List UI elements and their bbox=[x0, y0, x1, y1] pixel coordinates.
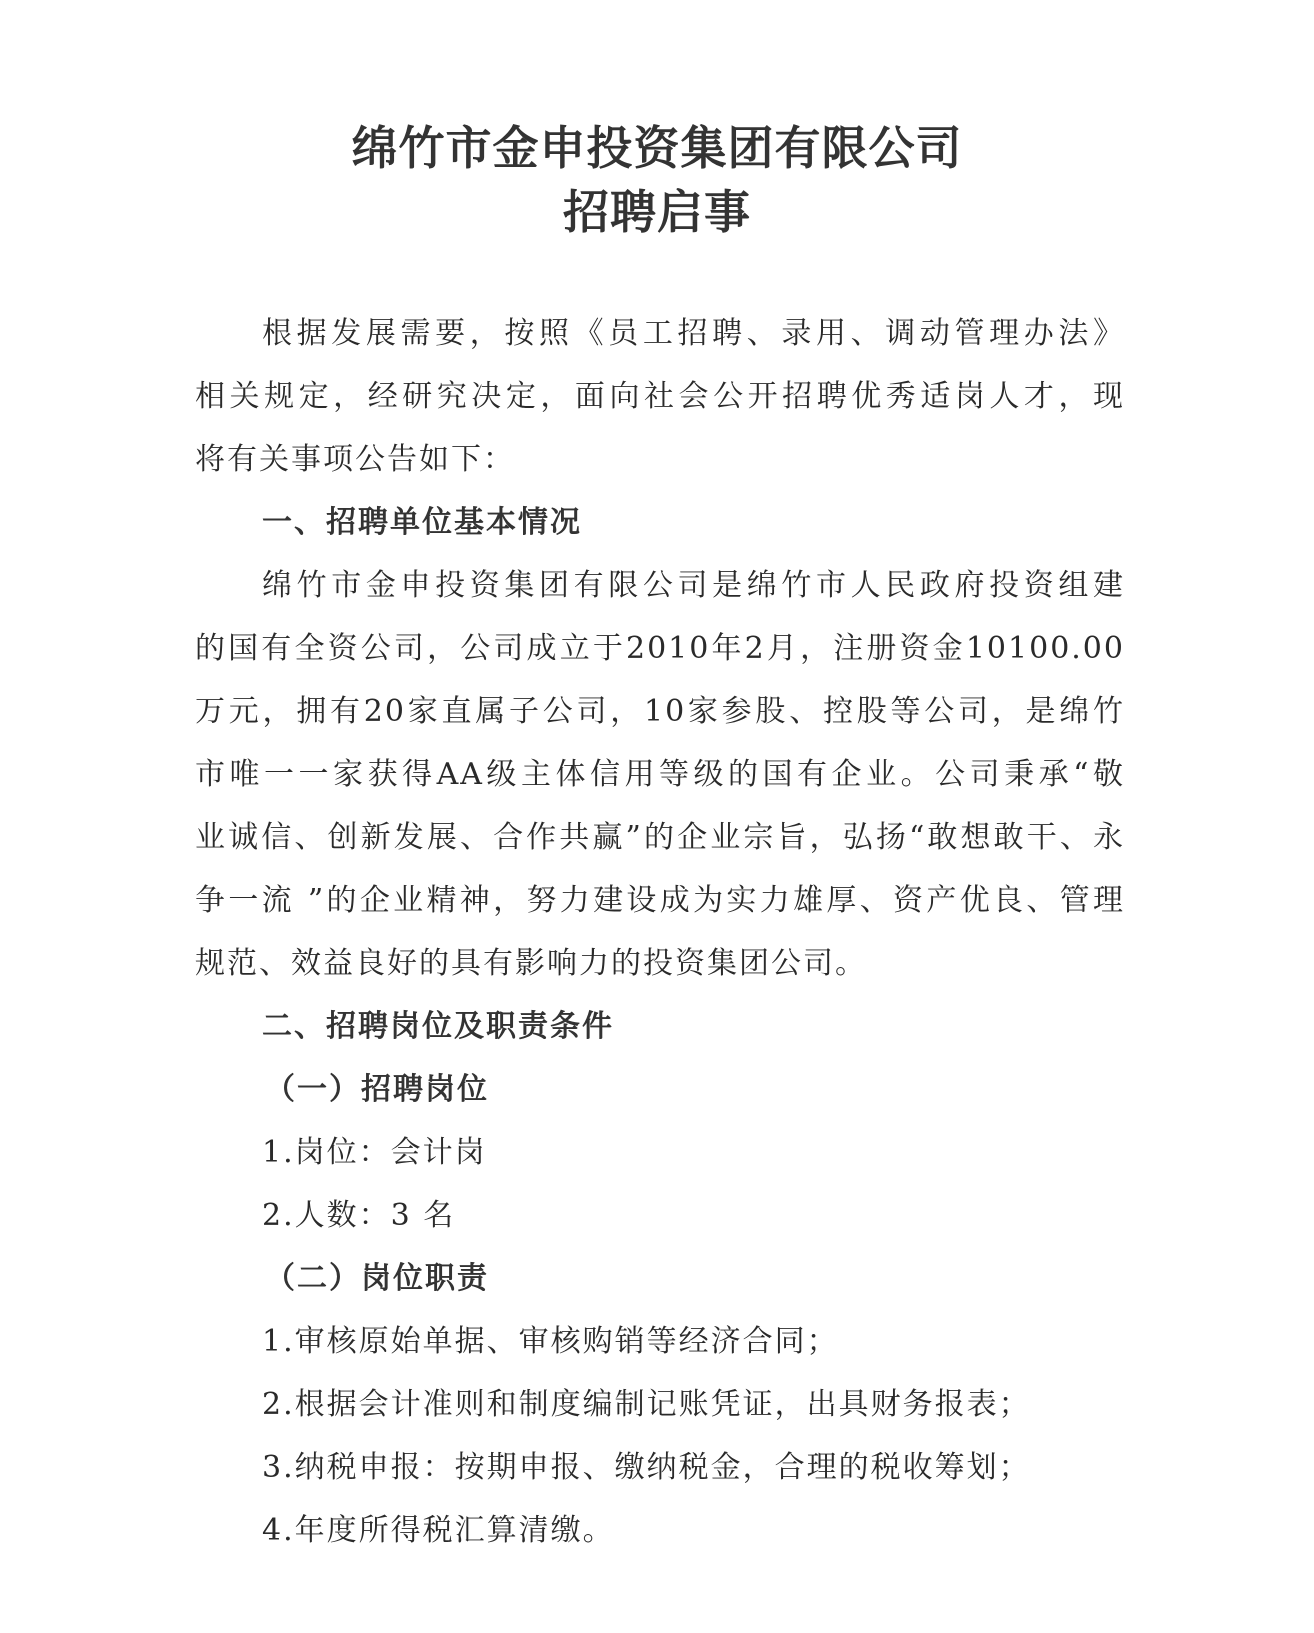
body-line: 规范、效益良好的具有影响力的投资集团公司。 bbox=[195, 946, 867, 981]
list-item: 2.根据会计准则和制度编制记账凭证，出具财务报表； bbox=[262, 1387, 1031, 1422]
body-line: 绵竹市金申投资集团有限公司是绵竹市人民政府投资组建 bbox=[262, 568, 1125, 603]
subsection-heading: （二）岗位职责 bbox=[265, 1261, 489, 1296]
list-item: 4.年度所得税汇算清缴。 bbox=[262, 1513, 615, 1548]
list-item: 1.岗位：会计岗 bbox=[262, 1135, 487, 1170]
document-title: 绵竹市金申投资集团有限公司 bbox=[351, 121, 963, 175]
body-line: 争一流 ”的企业精神，努力建设成为实力雄厚、资产优良、管理 bbox=[195, 883, 1125, 918]
body-line: 的国有全资公司，公司成立于2010年2月，注册资金10100.00 bbox=[195, 631, 1125, 666]
document-body bbox=[195, 302, 1125, 1562]
body-line: 万元，拥有20家直属子公司，10家参股、控股等公司，是绵竹 bbox=[195, 694, 1125, 729]
list-item: 2.人数：3 名 bbox=[262, 1198, 456, 1233]
subsection-heading: （一）招聘岗位 bbox=[265, 1072, 489, 1107]
section-heading: 二、招聘岗位及职责条件 bbox=[262, 1009, 614, 1044]
document-subtitle: 招聘启事 bbox=[563, 185, 751, 239]
list-item: 3.纳税申报：按期申报、缴纳税金，合理的税收筹划； bbox=[262, 1450, 1031, 1485]
list-item: 1.审核原始单据、审核购销等经济合同； bbox=[262, 1324, 839, 1359]
section-heading: 一、招聘单位基本情况 bbox=[262, 505, 582, 540]
body-line: 业诚信、创新发展、合作共赢”的企业宗旨，弘扬“敢想敢干、永 bbox=[195, 820, 1125, 855]
intro-line: 将有关事项公告如下： bbox=[195, 442, 515, 477]
body-line: 市唯一一家获得AA级主体信用等级的国有企业。公司秉承“敬 bbox=[195, 757, 1125, 792]
intro-line: 相关规定，经研究决定，面向社会公开招聘优秀适岗人才，现 bbox=[195, 379, 1125, 414]
intro-line: 根据发展需要，按照《员工招聘、录用、调动管理办法》 bbox=[262, 316, 1125, 351]
